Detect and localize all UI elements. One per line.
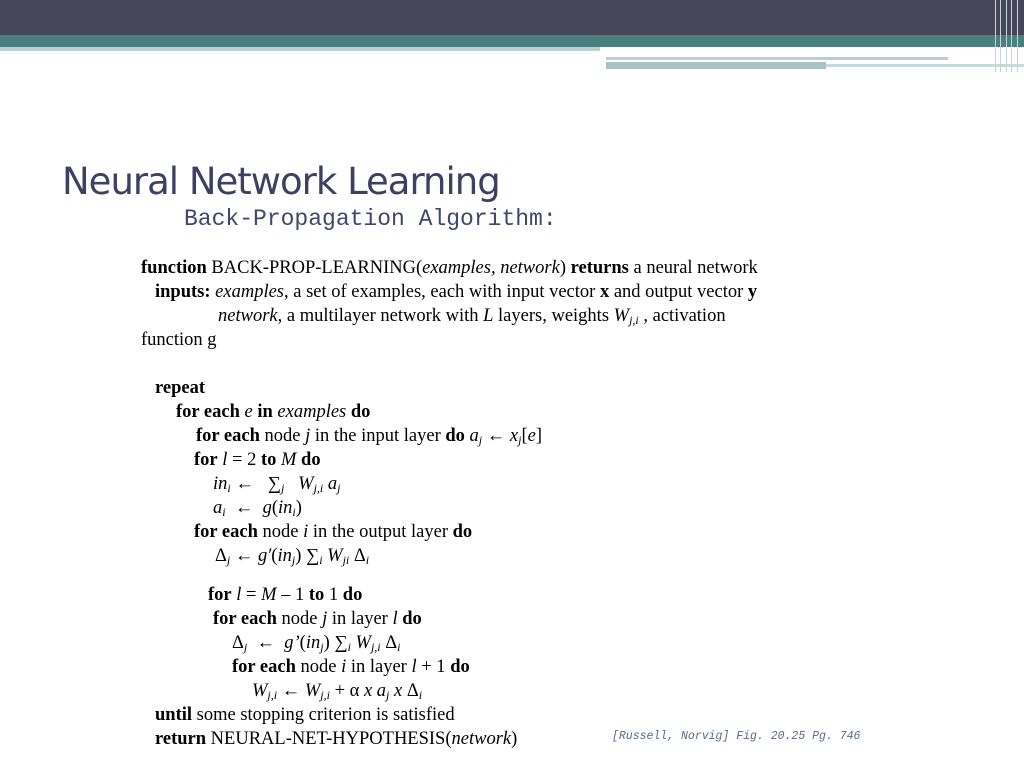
algo-line-activation: $a_i$ ← $g(in_i)$ <box>213 498 302 519</box>
algo-line-return: return NEURAL-NET-HYPOTHESIS(network) <box>155 729 518 749</box>
algo-line-function: function BACK-PROP-LEARNING(examples, network) returns a neural network <box>141 258 758 278</box>
algo-line-input-nodes: for each node j in the input layer do $a_j$ ← $x_j[e]$ <box>196 426 542 447</box>
algo-line-layer-nodes: for each node j in layer l do <box>213 609 422 629</box>
header-vline <box>1017 0 1018 72</box>
header-bar-dark <box>0 0 1024 35</box>
algo-line-until: until some stopping criterion is satisfied <box>155 705 455 725</box>
algo-line-network: network, a multilayer network with L layers, weights $W_{j,i}$ , activation <box>218 306 726 327</box>
algo-line-inputs: inputs: examples, a set of examples, each with input vector x and output vector y <box>155 282 758 302</box>
algo-line-weight-update: $W_{j,i}$ ← $W_{j,i} + \alpha$ x $a_j$ x $\Delta_i$ <box>252 681 423 702</box>
citation: [Russell, Norvig] Fig. 20.25 Pg. 746 <box>612 730 861 743</box>
algo-line-next-layer-nodes: for each node i in layer l + 1 do <box>232 657 470 677</box>
algo-line-for-layers: for l = 2 to M do <box>194 450 321 470</box>
header-stripe <box>0 47 600 51</box>
algo-line-in-sum: $in_i$ ← $\sum_j$ $W_{j,i}$ $a_j$ <box>213 474 341 495</box>
header-vline <box>1006 0 1007 72</box>
algo-line-output-delta: $\Delta_j$ ← $g'(in_j)$ $\sum_i$ $W_{ji}$ $\Delta_i$ <box>215 546 370 567</box>
algo-line-backward-loop: for l = M – 1 to 1 do <box>208 585 363 605</box>
algo-line-output-nodes: for each node i in the output layer do <box>194 522 473 542</box>
header-vline <box>1011 0 1012 72</box>
algo-line-function-g: function g <box>141 330 217 350</box>
header-stripe <box>606 57 948 60</box>
slide-title: Neural Network Learning <box>62 160 500 203</box>
algo-line-foreach-example: for each e in examples do <box>176 402 371 422</box>
header-bar-teal <box>0 35 1024 47</box>
header-vline <box>995 0 996 72</box>
algo-line-repeat: repeat <box>155 378 205 398</box>
header-vline <box>1000 0 1001 72</box>
slide-subtitle: Back-Propagation Algorithm: <box>184 206 557 232</box>
header-stripe <box>606 62 826 69</box>
algo-line-hidden-delta: $\Delta_j$ ← $g’(in_j)$ $\sum_i$ $W_{j,i}$ $\Delta_i$ <box>232 633 401 654</box>
